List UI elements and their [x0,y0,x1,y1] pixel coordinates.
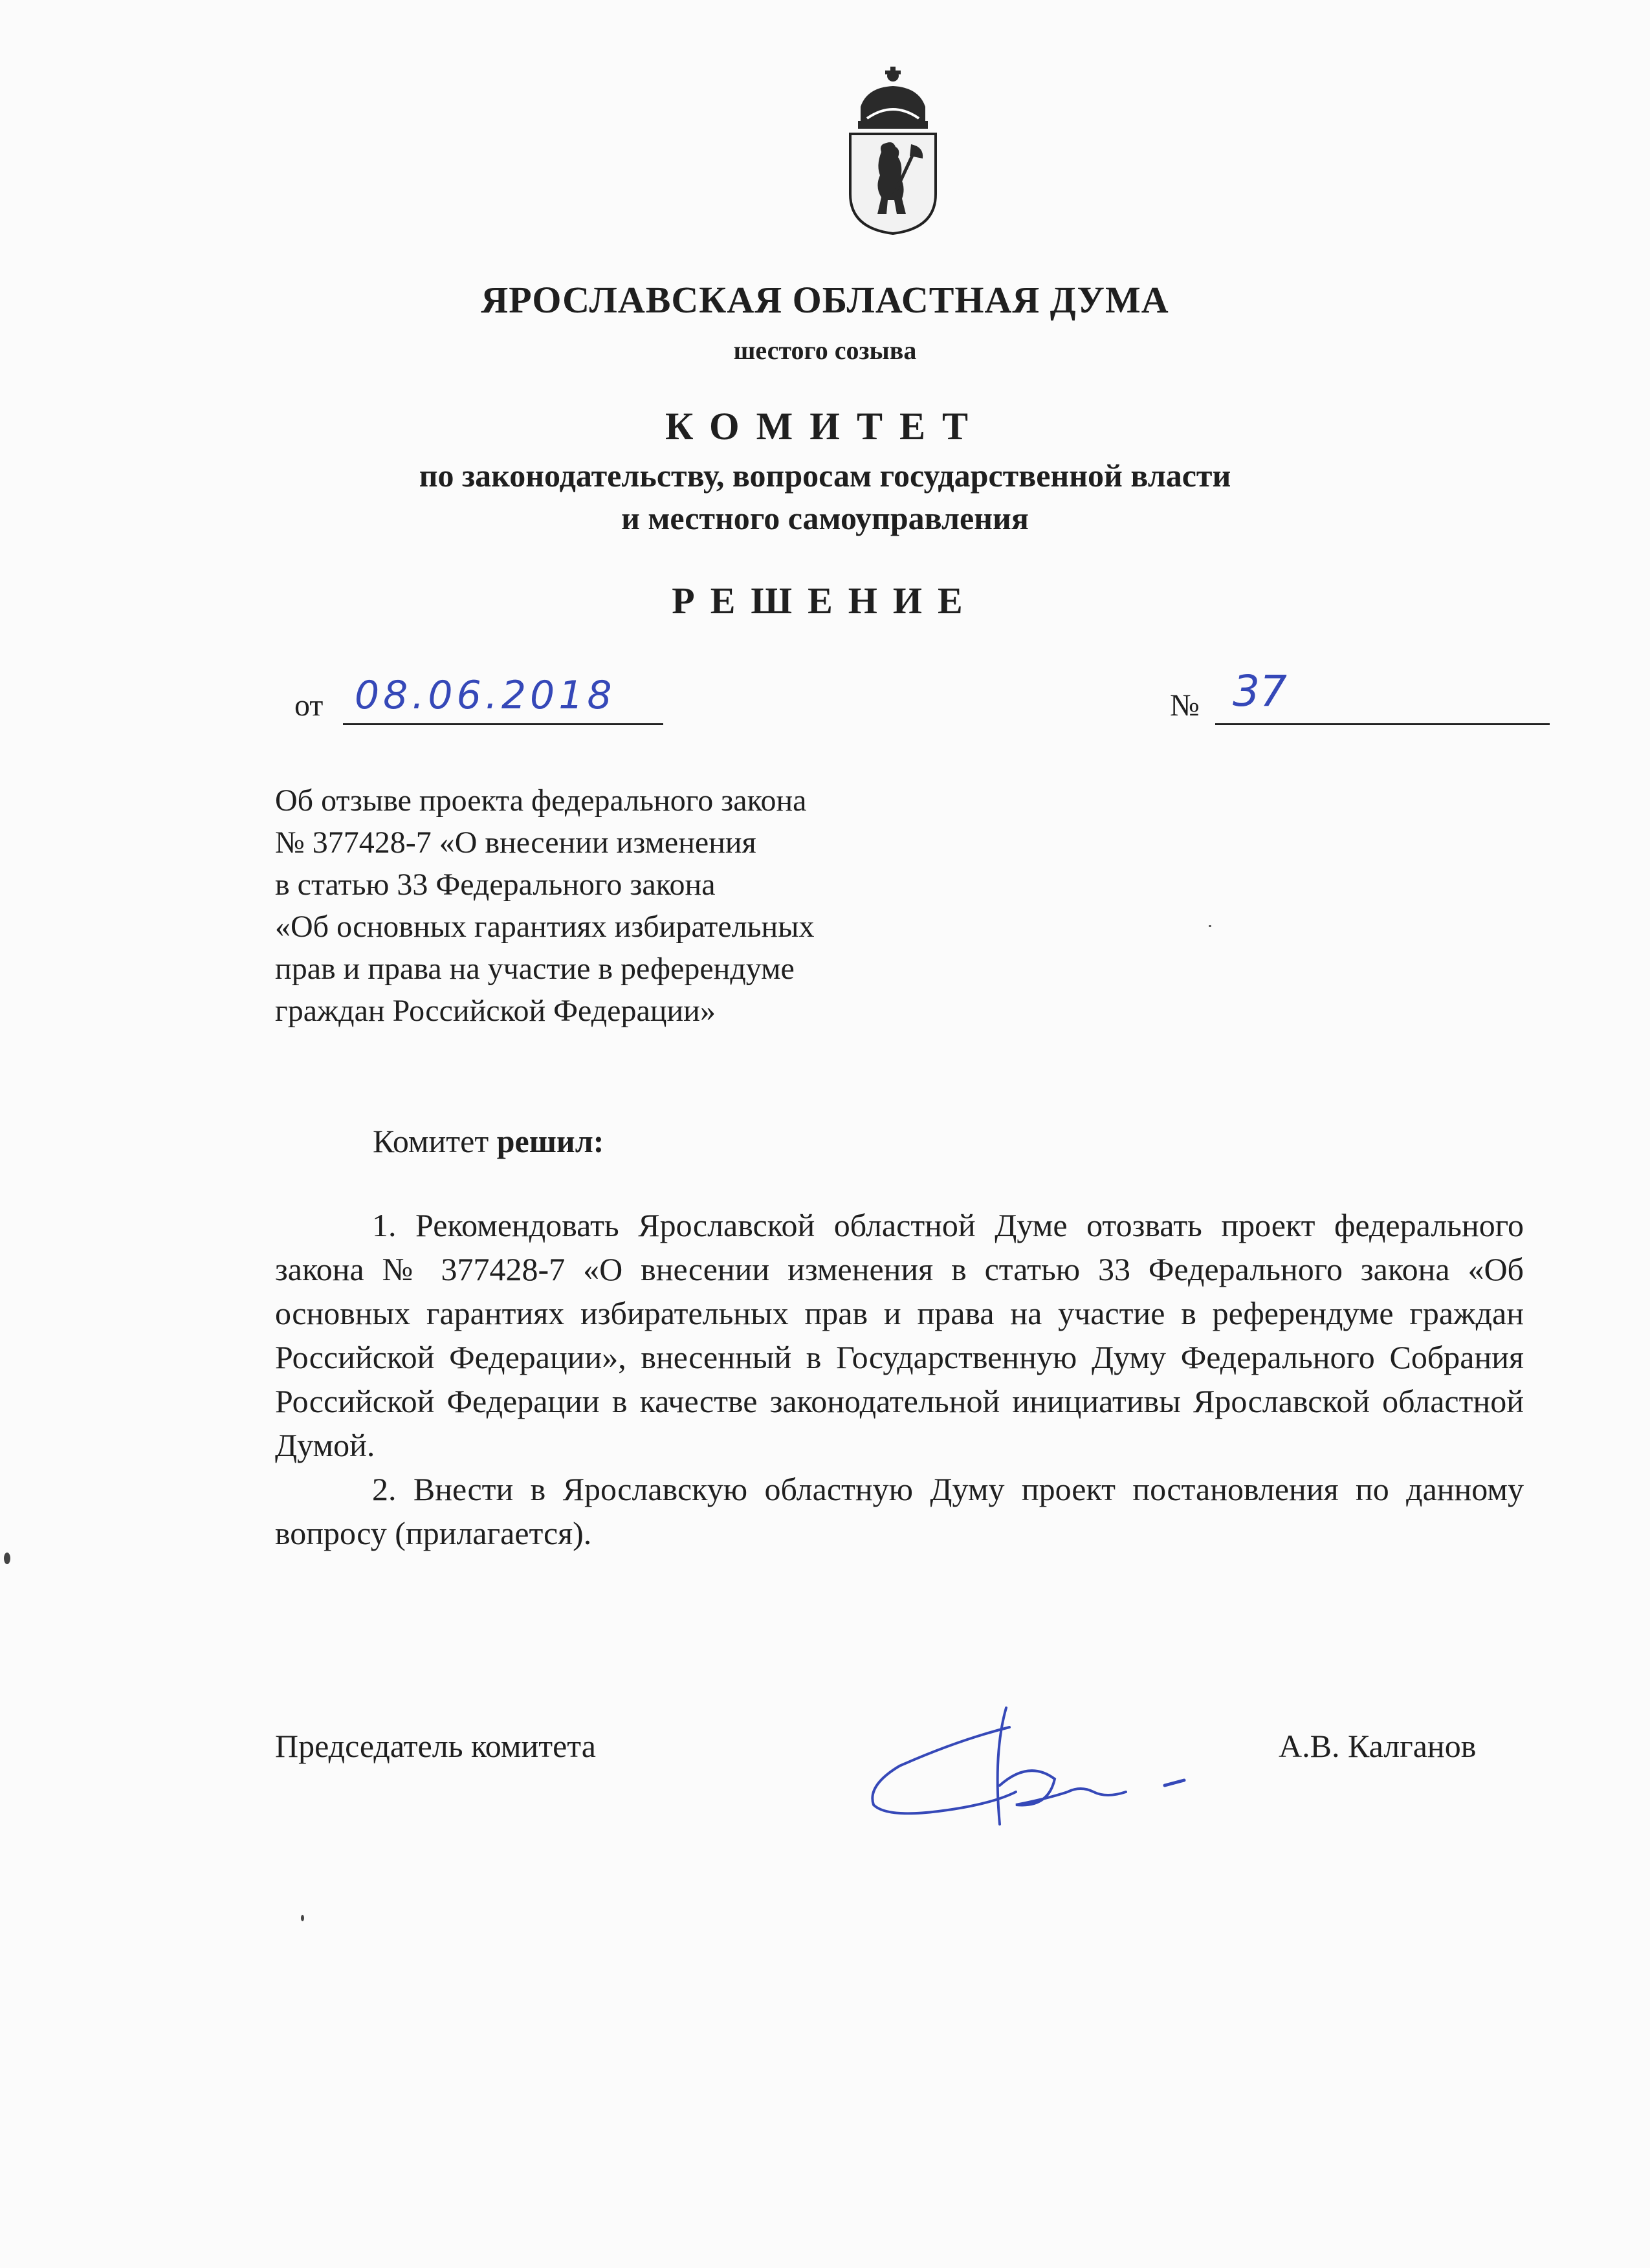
subject-line: граждан Российской Федерации» [275,994,716,1028]
subject-line: Об отзыве проекта федерального закона [275,783,807,818]
decision-item: 1. Рекомендовать Ярославской областной Думе отозвать проект федерального закона № 377428-7 «О внесении изменения в статью 33 Федерального закона «Об основных гарантиях избирательных прав и права на участие в референдуме граждан Российской Федерации», внесенный в Государственную Думу Федерального Собрания Российской Федерации в качестве законодательной инициативы Ярославской областной Думой. [275,1207,1524,1463]
decision-item: 2. Внести в Ярославскую областную Думу проект постановления по данному вопросу (прилагается). [275,1471,1524,1551]
date-label: от [294,688,324,723]
signatory-role: Председатель комитета [275,1728,596,1764]
subject-line: в статью 33 Федерального закона [275,867,716,902]
subject-line: прав и права на участие в референдуме [275,952,795,986]
subject-line: «Об основных гарантиях избирательных [275,910,815,944]
committee-title: КОМИТЕТ [665,405,985,448]
committee-name-line2: и местного самоуправления [621,500,1029,536]
decision-body [275,1203,1524,1555]
handwritten-signature [861,1695,1197,1850]
resolution-heading [373,1122,604,1160]
subject-line: № 377428-7 «О внесении изменения [275,825,756,860]
number-underline [1215,723,1550,725]
scan-speck [4,1553,10,1564]
resolution-keyword: решил: [496,1123,604,1159]
organization-title: ЯРОСЛАВСКАЯ ОБЛАСТНАЯ ДУМА [481,279,1169,321]
scan-speck [1209,925,1211,927]
number-label: № [1170,688,1200,723]
coat-of-arms-icon [841,61,945,236]
signatory-name: А.В. Калганов [1279,1728,1477,1764]
resolution-prefix: Комитет [373,1123,489,1159]
document-subject [275,780,814,1032]
date-value: 08.06.2018 [355,673,616,718]
convocation-label: шестого созыва [733,336,917,365]
committee-name-line1: по законодательству, вопросам государственной власти [419,457,1231,494]
number-value: 37 [1233,666,1287,716]
date-underline [343,723,663,725]
decision-title: РЕШЕНИЕ [672,580,978,622]
scan-speck [301,1915,304,1921]
